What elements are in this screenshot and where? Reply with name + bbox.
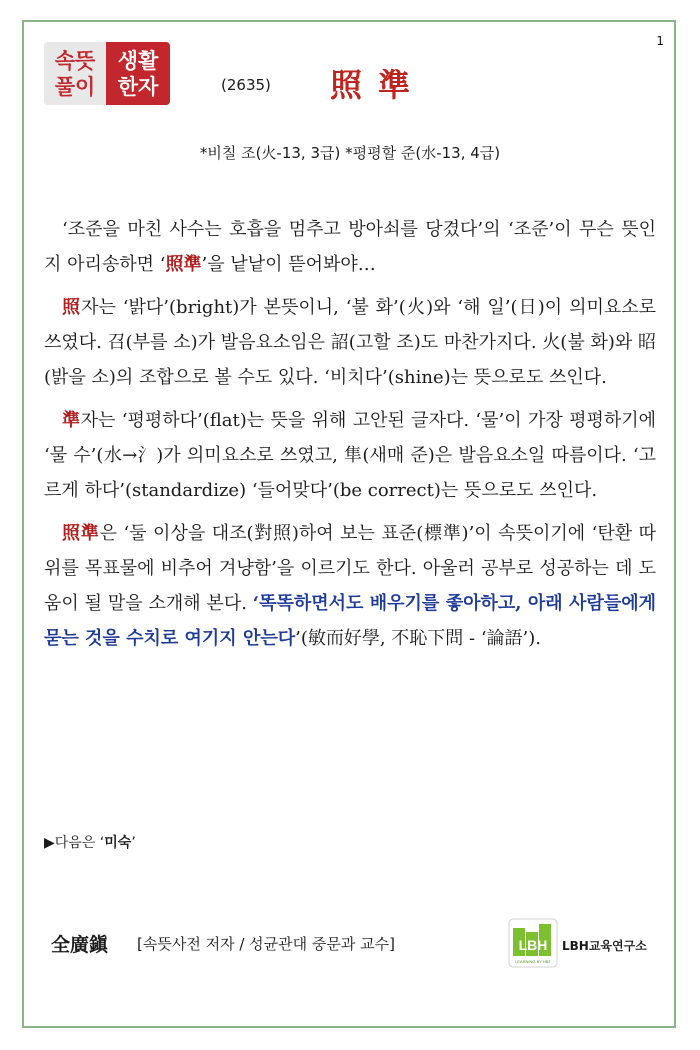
logo-text: 한자	[117, 74, 159, 99]
paragraph-meaning	[44, 516, 656, 656]
article-code: (2635)	[221, 76, 271, 94]
next-topic-note	[44, 832, 136, 852]
article-body	[44, 212, 656, 664]
lbh-organization: LBH교육연구소	[562, 939, 647, 953]
author-name: 全廣鎭	[51, 934, 109, 956]
paragraph-text: 자는 ‘밝다’(bright)가 본뜻이니, ‘불 화’(火)와 ‘해 일’(日)이 의미요소로 쓰였다. 召(부를 소)가 발음요소임은 詔(고할 조)도 마찬가지다. 火(불 화)와 昭(밝을 소)의 조합으로 볼 수도 있다. ‘비치다’(shine)는 뜻으로도 쓰인다.	[44, 297, 657, 388]
page-title: 照準	[330, 66, 427, 104]
paragraph-text: ’(敏而好學, 不恥下問 - ‘論語’).	[295, 628, 542, 649]
series-logo	[44, 42, 170, 105]
paragraph-text: 은 ‘둘 이상을 대조(對照)하여 보는 표준(標準)’이 속뜻이기에 ‘탄환 따위를 목표물에 비추어 겨냥함’을 이르기도 한다. 아울러 공부로 성공하는 데 도움이 될 말을 소개해 본다.	[44, 523, 657, 614]
next-topic-suffix: ’	[131, 835, 136, 851]
svg-text:LBH: LBH	[518, 937, 548, 953]
quoted-proverb: ‘똑똑하면서도 배우기를 좋아하고, 아래 사람들에게 묻는 것을 수치로 여기지 안는다	[44, 593, 657, 649]
highlighted-term: 照準	[165, 254, 202, 275]
paragraph-intro	[44, 212, 656, 282]
svg-text:LEARNING BY HBT: LEARNING BY HBT	[515, 959, 551, 964]
next-topic-prefix: ▶다음은 ‘	[44, 835, 105, 851]
paragraph-text: ’을 낱낱이 뜯어봐야…	[201, 254, 376, 275]
logo-text: 생활	[117, 48, 159, 73]
logo-text: 풀이	[54, 74, 96, 99]
highlighted-term: 照	[62, 297, 82, 318]
lbh-logo-icon	[508, 918, 558, 968]
paragraph-text: 자는 ‘평평하다’(flat)는 뜻을 위해 고안된 글자다. ‘물’이 가장 평평하기에 ‘물 수’(水→氵)가 의미요소로 쓰였고, 隼(새매 준)은 발음요소일 따름이다. ‘고르게 하다’(standardize) ‘들어맞다’(be correct)는 뜻으로도 쓰인다.	[44, 410, 657, 501]
paragraph-text: ‘조준을 마친 사수는 호흡을 멈추고 방아쇠를 당겼다’의 ‘조준’이 무슨 뜻인지 아리송하면 ‘	[44, 219, 656, 275]
paragraph-first-char	[44, 290, 656, 395]
character-readings: *비칠 조(火-13, 3급) *평평할 준(水-13, 4급)	[199, 144, 501, 162]
author-role: [속뜻사전 저자 / 성균관대 중문과 교수]	[137, 935, 395, 953]
next-topic-word: 미숙	[104, 835, 132, 851]
logo-right-block	[106, 42, 170, 105]
highlighted-term: 照準	[62, 523, 100, 544]
paragraph-second-char	[44, 403, 656, 508]
logo-text: 속뜻	[54, 48, 96, 73]
highlighted-term: 準	[62, 410, 81, 431]
page-number: 1	[656, 34, 664, 48]
logo-left-block	[44, 42, 106, 105]
